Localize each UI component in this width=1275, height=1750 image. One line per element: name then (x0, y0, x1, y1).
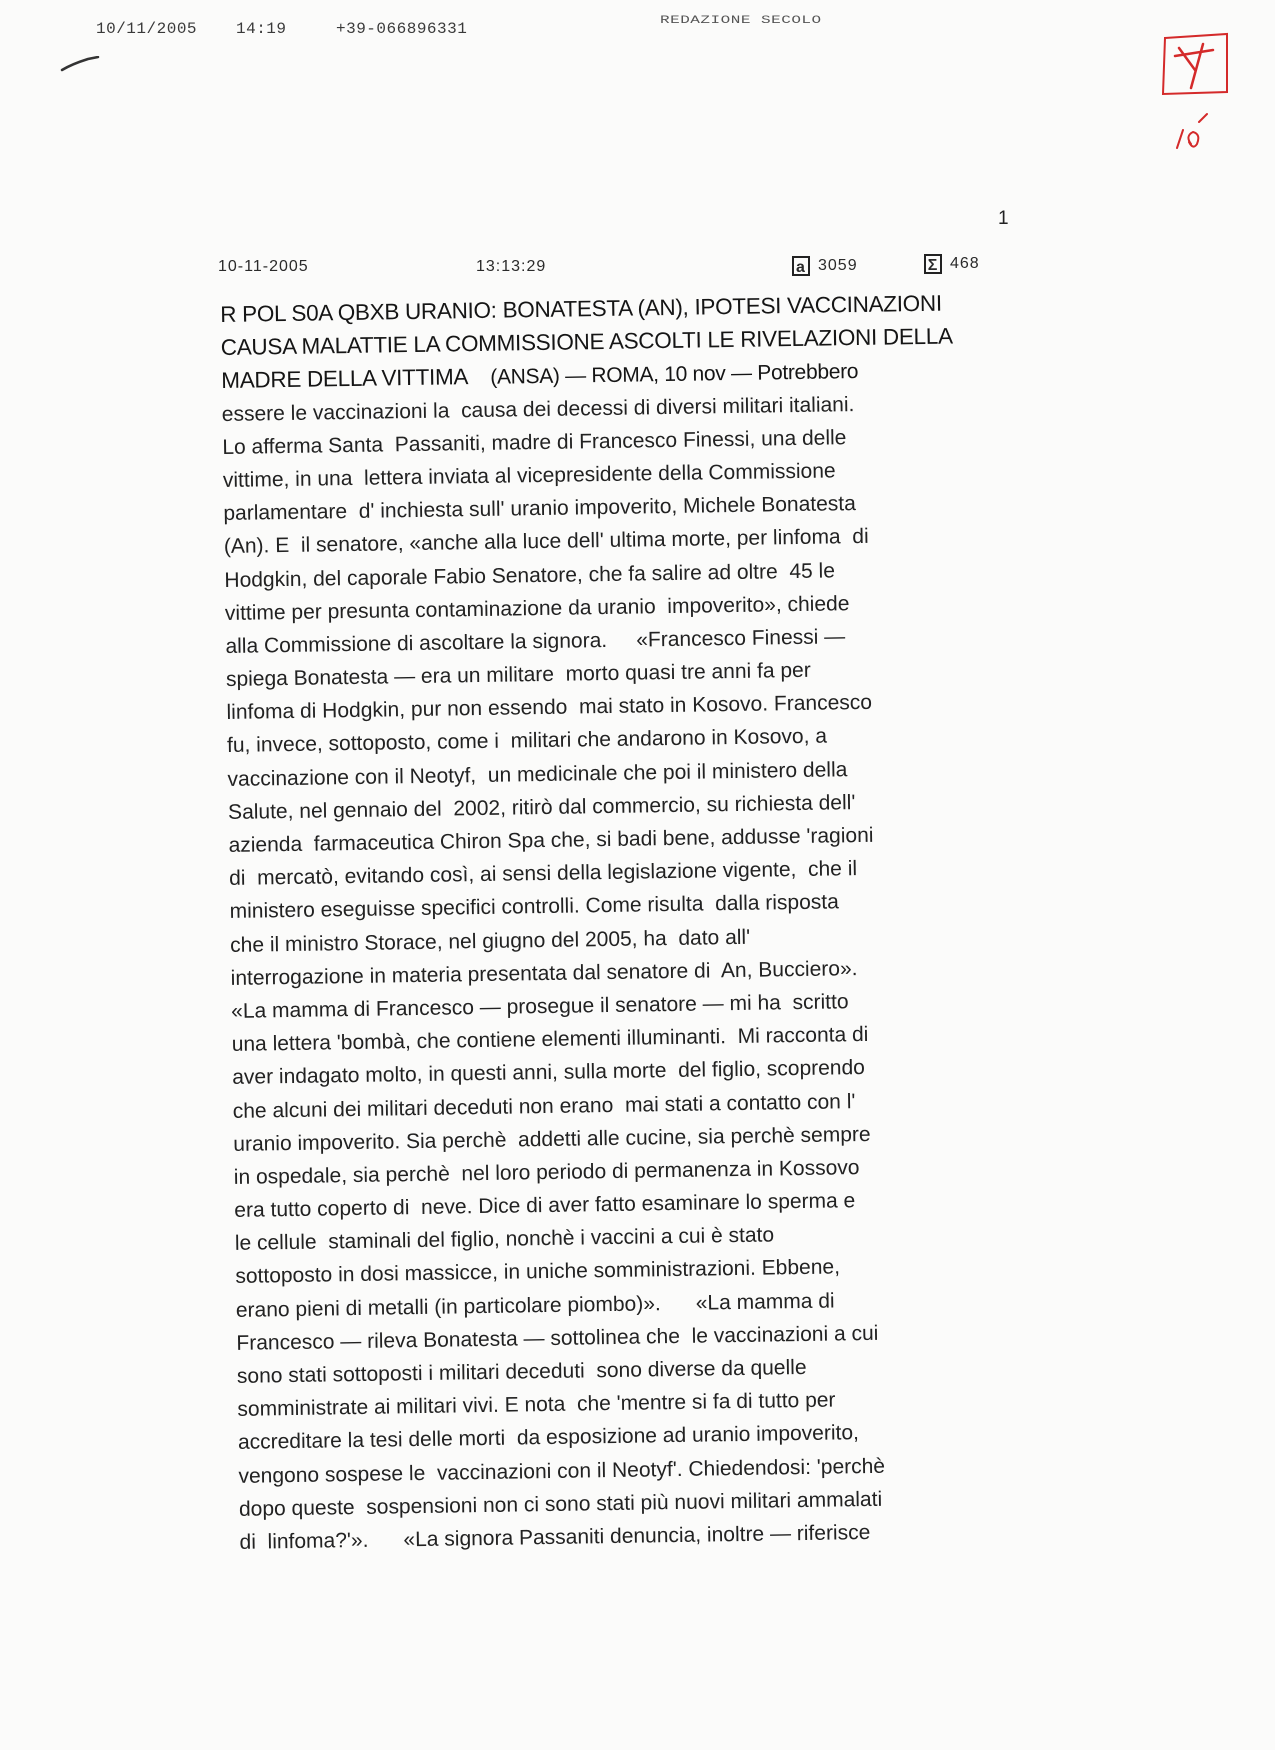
body-line: «La mamma di Francesco — prosegue il senatore — mi ha scritto (231, 990, 849, 1023)
body-line: Lo afferma Santa Passaniti, madre di Francesco Finessi, una delle (222, 425, 847, 459)
body-line: che il ministro Storace, nel giugno del 2005, ha dato all' (229, 925, 751, 957)
body-line: sono stati sottoposti i militari deceduti sono diverse da quelle (236, 1355, 807, 1388)
body-line: accreditare la tesi delle morti da esposizione ad uranio impoverito, (237, 1421, 860, 1455)
agency-date: 10-11-2005 (218, 258, 309, 275)
pen-mark-icon (60, 56, 100, 72)
body-line: le cellule staminali del figlio, nonchè i vaccini a cui è stato (234, 1223, 775, 1256)
article-headline (220, 285, 1071, 398)
body-line: di mercatò, evitando così, ai sensi della legislazione vigente, che il (228, 857, 858, 891)
article-body (222, 384, 1090, 1559)
body-line: ministero eseguisse specifici controlli. Come risulta dalla risposta (229, 890, 839, 924)
body-line: vittime per presunta contaminazione da uranio impoverito», chiede (224, 591, 850, 625)
body-line: vaccinazione con il Neotyf, un medicinale che poi il ministero della (227, 757, 848, 791)
headline-line: CAUSA MALATTIE LA COMMISSIONE ASCOLTI LE RIVELAZIONI DELLA (220, 323, 953, 361)
body-line: azienda farmaceutica Chiron Spa che, si badi bene, addusse 'ragioni (228, 823, 874, 857)
word-count-value: 3059 (818, 257, 858, 274)
word-count-icon: a (792, 256, 810, 276)
handwritten-stamp-icon (1155, 30, 1235, 160)
body-line: vengono sospese le vaccinazioni con il Neotyf'. Chiedendosi: 'perchè (238, 1454, 886, 1488)
headline-line: R POL S0A QBXB URANIO: BONATESTA (AN), IPOTESI VACCINAZIONI (220, 290, 942, 327)
article (220, 285, 1090, 1559)
body-line: uranio impoverito. Sia perchè addetti alle cucine, sia perchè sempre (233, 1122, 871, 1156)
sigma-icon: Σ (924, 254, 942, 274)
body-line: fu, invece, sottoposto, come i militari che andarono in Kosovo, a (226, 724, 828, 758)
fax-time: 14:19 (236, 20, 287, 38)
body-line: parlamentare d' inchiesta sull' uranio impoverito, Michele Bonatesta (223, 492, 857, 526)
body-line: essere le vaccinazioni la causa dei decessi di diversi militari italiani. (221, 392, 855, 426)
word-count (792, 256, 858, 276)
body-line: vittime, in una lettera inviata al vicepresidente della Commissione (222, 459, 836, 492)
body-line: interrogazione in materia presentata dal senatore di An, Bucciero». (230, 956, 858, 990)
body-line: spiega Bonatesta — era un militare morto quasi tre anni fa per (225, 658, 811, 692)
dateline: (ANSA) — ROMA, 10 nov — Potrebbero (467, 360, 859, 390)
body-line: era tutto coperto di neve. Dice di aver fatto esaminare lo sperma e (234, 1189, 856, 1222)
body-line: dopo queste sospensioni non ci sono stati più nuovi militari ammalati (238, 1487, 883, 1521)
body-line: (An). E il senatore, «anche alla luce dell' ultima morte, per linfoma di (223, 525, 869, 559)
agency-time: 13:13:29 (476, 258, 547, 275)
body-line: sottoposto in dosi massicce, in uniche somministrazioni. Ebbene, (235, 1255, 841, 1289)
body-line: aver indagato molto, in questi anni, sulla morte del figlio, scoprendo (232, 1056, 866, 1090)
body-line: Francesco — rileva Bonatesta — sottolinea che le vaccinazioni a cui (236, 1321, 879, 1355)
fax-sender: REDAZIONE SECOLO (660, 14, 822, 27)
fax-phone: +39-066896331 (336, 20, 468, 38)
body-line: alla Commissione di ascoltare la signora. «Francesco Finessi — (225, 625, 846, 658)
body-line: erano pieni di metalli (in particolare piombo)». «La mamma di (235, 1289, 835, 1322)
body-line: linfoma di Hodgkin, pur non essendo mai stato in Kosovo. Francesco (226, 691, 873, 725)
fax-header (96, 14, 876, 44)
body-line: Hodgkin, del caporale Fabio Senatore, che fa salire ad oltre 45 le (224, 558, 836, 592)
body-line: che alcuni dei militari deceduti non erano mai stati a contatto con l' (232, 1089, 856, 1123)
sum-count (924, 254, 980, 274)
body-line: somministrate ai militari vivi. E nota che 'mentre si fa di tutto per (237, 1388, 836, 1422)
body-line: Salute, nel gennaio del 2002, ritirò dal commercio, su richiesta dell' (227, 790, 856, 824)
body-line: una lettera 'bombà, che contiene elementi illuminanti. Mi racconta di (231, 1023, 869, 1057)
fax-date: 10/11/2005 (96, 20, 198, 38)
sum-count-value: 468 (950, 255, 980, 272)
page-number: 1 (998, 208, 1009, 229)
body-line: in ospedale, sia perchè nel loro periodo di permanenza in Kossovo (233, 1155, 860, 1189)
headline-last: MADRE DELLA VITTIMA (221, 364, 469, 394)
body-line: di linfoma?'». «La signora Passaniti denuncia, inoltre — riferisce (239, 1520, 871, 1554)
